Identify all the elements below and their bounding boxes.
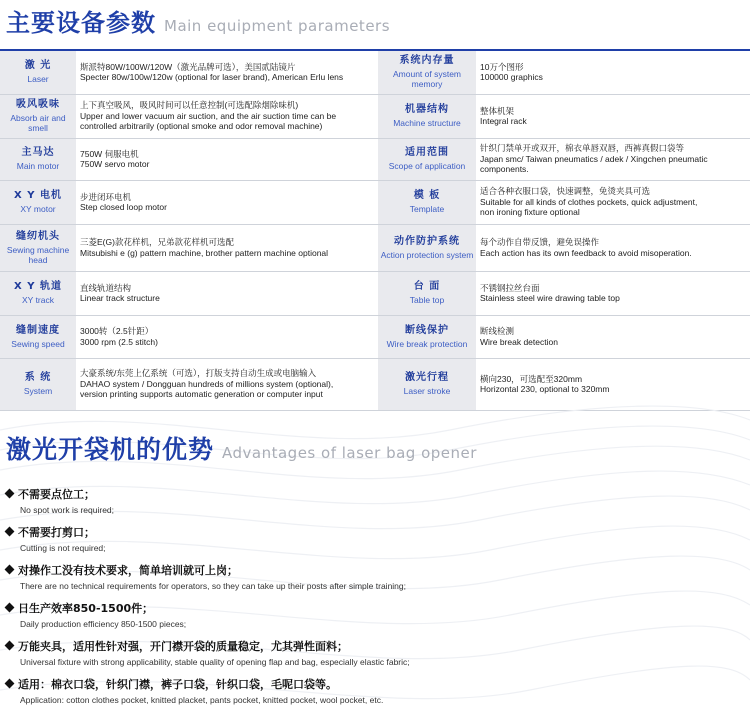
param-value — [76, 180, 378, 224]
param-label-en: XY motor — [20, 204, 56, 214]
param-label-en: Template — [409, 204, 445, 214]
param-label-cn: 机器结构 — [405, 104, 449, 115]
param-value — [476, 94, 750, 138]
advantage-en: There are no technical requirements for operators, so they can take up their posts after simple training; — [20, 581, 407, 591]
param-label — [378, 138, 476, 180]
param-label-en: Wire break protection — [386, 338, 468, 349]
param-value — [476, 224, 750, 271]
diamond-bullet-icon — [5, 565, 15, 575]
param-value-line: 3000 rpm (2.5 stitch) — [80, 336, 158, 347]
diamond-bullet-icon — [5, 641, 15, 651]
param-value — [476, 315, 750, 358]
param-row — [0, 224, 750, 271]
advantage-cn — [6, 525, 746, 540]
param-row — [0, 271, 750, 315]
advantage-cn — [6, 639, 746, 654]
param-label — [378, 224, 476, 271]
param-label-cn: 系 统 — [24, 372, 52, 383]
advantage-cn-text: 不需要打剪口； — [18, 526, 95, 539]
param-label — [0, 180, 76, 224]
param-value-line: Stainless steel wire drawing table top — [480, 293, 620, 303]
diamond-bullet-icon — [5, 489, 15, 499]
param-label — [0, 224, 76, 271]
advantage-cn-text: 万能夹具，适用性针对强，开门襟开袋的质量稳定，尤其弹性面料； — [18, 640, 348, 653]
advantages-list — [6, 487, 746, 715]
param-row — [0, 94, 750, 138]
param-value-line: 直线轨道结构 — [80, 282, 132, 293]
param-value — [76, 224, 378, 271]
param-label-cn: 激 光 — [24, 60, 52, 72]
param-value-line: Each action has its own feedback to avoid misoperation. — [480, 247, 692, 258]
param-value-line: DAHAO system / Dongguan hundreds of millions system (optional), — [80, 378, 334, 389]
param-value-line: non ironing fixture optional — [480, 207, 580, 218]
param-value-line: 750W 伺服电机 — [80, 148, 139, 159]
param-value-line: components. — [480, 164, 529, 175]
advantage-cn — [6, 563, 746, 578]
param-label-en: Machine structure — [393, 118, 461, 128]
param-label — [0, 315, 76, 358]
param-label-en: Sewing machine head — [6, 244, 70, 265]
param-value-line: 上下真空吸风，吸风时间可以任意控制(可选配除烟除味机) — [80, 100, 299, 111]
param-label-cn: 吸风吸味 — [16, 99, 60, 110]
param-value-line: 大豪系统/东莞上亿系统（可选），打版支持自动生成或电脑输入 — [80, 368, 317, 379]
param-label-cn: 主马达 — [21, 147, 55, 158]
param-label — [378, 50, 476, 94]
param-row — [0, 180, 750, 224]
advantage-item — [6, 563, 746, 601]
param-value-line: Step closed loop motor — [80, 202, 167, 212]
param-label-cn: 台 面 — [413, 281, 441, 292]
param-label-en: Table top — [409, 295, 445, 305]
param-value — [76, 315, 378, 358]
advantage-en: Daily production efficiency 850-1500 pieces; — [20, 619, 187, 629]
diamond-bullet-icon — [5, 603, 15, 613]
advantage-cn-text: 不需要点位工； — [18, 488, 95, 501]
param-value — [476, 50, 750, 94]
param-value-line: controlled arbitrarily (optional smoke and odor removal machine) — [80, 121, 323, 132]
param-value-line: Wire break detection — [480, 336, 558, 347]
param-value — [476, 138, 750, 180]
advantage-cn — [6, 601, 746, 616]
param-value — [476, 271, 750, 315]
param-label-cn: 激光行程 — [405, 372, 449, 383]
param-value-line: version printing supports automatic generation or computer input — [80, 389, 323, 400]
param-label — [0, 50, 76, 94]
param-label-cn: X Y 轨道 — [14, 281, 62, 292]
param-value-line: 适合各种衣服口袋，快速调整，免烫夹具可选 — [480, 186, 651, 197]
diamond-bullet-icon — [5, 527, 15, 537]
param-value — [76, 138, 378, 180]
param-value-line: Integral rack — [480, 116, 527, 126]
param-label-cn: 断线保护 — [405, 324, 449, 336]
param-value-line: 750W servo motor — [80, 159, 150, 169]
param-value-line: 针织门禁单开或双开，棉衣单唇双唇，西裤真假口袋等 — [480, 143, 685, 154]
param-label-cn: 缝纫机头 — [16, 230, 60, 242]
param-label-cn: 模 板 — [413, 190, 441, 201]
param-row — [0, 50, 750, 94]
param-value-line: 断线检测 — [480, 326, 515, 336]
param-label-en: Absorb air and smell — [10, 113, 66, 133]
advantage-item — [6, 487, 746, 525]
advantage-cn — [6, 677, 746, 692]
param-label-cn: 适用范围 — [405, 147, 449, 158]
advantage-item — [6, 677, 746, 715]
param-value — [76, 271, 378, 315]
param-value-line: Suitable for all kinds of clothes pockets, quick adjustment, — [480, 196, 698, 207]
advantage-en: Application: cotton clothes pocket, knitted placket, pants pocket, knitted pocket, wool pocket, etc. — [20, 695, 384, 705]
param-value-line: 步进闭环电机 — [80, 191, 132, 202]
param-row — [0, 315, 750, 358]
param-label-en: Laser — [27, 74, 49, 85]
section-title-advantages — [6, 430, 477, 466]
param-label — [0, 94, 76, 138]
param-value — [76, 50, 378, 94]
param-value-line: Linear track structure — [80, 293, 160, 303]
advantage-item — [6, 601, 746, 639]
param-value-line: 斯派特80W/100W/120W（激光品牌可选），美国贰陆镜片 — [80, 61, 296, 72]
advantage-cn — [6, 487, 746, 502]
param-label — [378, 94, 476, 138]
section-title-parameters — [6, 3, 390, 38]
parameters-table — [0, 49, 750, 411]
param-value — [476, 180, 750, 224]
param-label-cn: 动作防护系统 — [394, 235, 460, 247]
param-value-line: 每个动作自带反馈，避免误操作 — [480, 237, 600, 247]
section-title-en: Main equipment parameters — [164, 17, 391, 35]
section-title-cn: 激光开袋机的优势 — [6, 435, 215, 464]
param-label — [0, 271, 76, 315]
param-label-cn: X Y 电机 — [14, 190, 62, 201]
param-label-en: Action protection system — [380, 249, 474, 260]
param-value-line: Mitsubishi e (g) pattern machine, brother pattern machine optional — [80, 247, 329, 258]
param-label-en: Scope of application — [388, 161, 466, 171]
advantage-item — [6, 525, 746, 563]
section-title-cn: 主要设备参数 — [6, 9, 156, 37]
param-label — [378, 315, 476, 358]
param-label — [378, 271, 476, 315]
advantage-en: Universal fixture with strong applicability, stable quality of opening flap and bag, especially elastic fabric; — [20, 657, 410, 667]
param-value-line: Upper and lower vacuum air suction, and the air suction time can be — [80, 110, 337, 121]
param-value-line: 整体机架 — [480, 105, 515, 116]
advantage-en: No spot work is required; — [20, 505, 115, 515]
param-label-en: Main motor — [16, 161, 60, 171]
param-value-line: Horizontal 230, optional to 320mm — [480, 384, 610, 394]
param-label-en: Amount of system memory — [392, 69, 462, 90]
param-value-line: 不锈钢拉丝台面 — [480, 282, 540, 293]
advantage-cn-text: 日生产效率850-1500件； — [18, 602, 154, 615]
param-value — [76, 94, 378, 138]
param-value-line: 100000 graphics — [480, 72, 543, 83]
param-value-line: Japan smc/ Taiwan pneumatics / adek / Xingchen pneumatic — [480, 153, 708, 164]
param-value-line: 10万个图形 — [480, 61, 524, 72]
diamond-bullet-icon — [5, 679, 15, 689]
param-label-en: XY track — [22, 295, 54, 305]
param-label-en: Sewing speed — [11, 338, 65, 349]
param-label — [378, 180, 476, 224]
advantage-cn-text: 适用：棉衣口袋，针织门襟，裤子口袋，针织口袋，毛呢口袋等。 — [18, 678, 337, 691]
advantage-en: Cutting is not required; — [20, 543, 106, 553]
param-label — [0, 138, 76, 180]
param-label-en: Laser stroke — [403, 386, 451, 396]
param-label-en: System — [23, 386, 53, 396]
advantage-cn-text: 对操作工没有技术要求，简单培训就可上岗； — [18, 564, 238, 577]
param-value-line: Specter 80w/100w/120w (optional for laser brand), American Erlu lens — [80, 72, 344, 83]
param-value-line: 横向230，可选配至320mm — [480, 373, 583, 384]
section-title-en: Advantages of laser bag opener — [222, 444, 477, 462]
advantage-item — [6, 639, 746, 677]
param-label-cn: 缝制速度 — [16, 324, 60, 336]
param-value-line: 三菱E(G)款花样机，兄弟款花样机可选配 — [80, 237, 234, 247]
param-value-line: 3000转（2.5针距） — [80, 326, 154, 336]
param-row — [0, 138, 750, 180]
param-label-cn: 系统内存量 — [399, 55, 455, 67]
